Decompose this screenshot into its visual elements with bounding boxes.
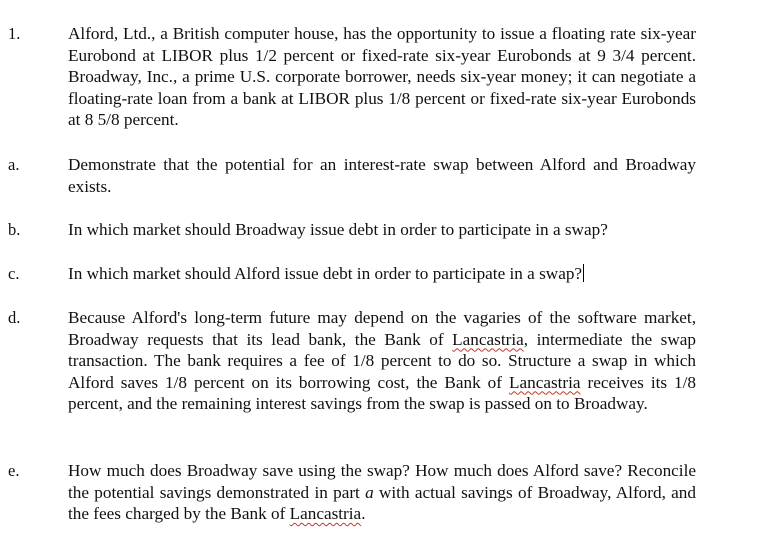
part-b-text: In which market should Broadway issue debt in order to participate in a swap? [68,220,608,239]
part-c-label: c. [8,264,20,283]
part-e-text [68,460,696,525]
spellcheck-word[interactable]: Lancastria [508,372,581,392]
spellcheck-word[interactable]: Lancastria [289,504,362,523]
part-reference: a [365,482,374,502]
part-e-text-1: How much does Broadway save using the swap? How much does Alford save? Reconcile the potential savings demonstrated in part [68,461,696,502]
part-d-text-3: receives its 1/8 percent, and the remaining interest savings from the swap is passed on to Broadway. [68,372,696,413]
text-cursor [583,264,584,282]
problem-number: 1. [8,24,21,43]
part-d-text-1: Because Alford's long-term future may depend on the vagaries of the software market, Broadway requests that its lead bank, the Bank of [68,308,696,349]
part-d-text-2: , intermediate the swap transaction. The bank requires a fee of 1/8 percent to do so. Structure a swap in which Alford saves 1/8 percent on its borrowing cost, the Bank of [68,329,696,392]
part-c-text: In which market should Alford issue debt in order to participate in a swap? [68,264,583,283]
part-a-label: a. [8,155,20,174]
part-e-text-3: . [361,504,366,523]
part-a-text: Demonstrate that the potential for an interest-rate swap between Alford and Broadway exists. [68,155,696,196]
problem-statement: Alford, Ltd., a British computer house, has the opportunity to issue a floating rate six-year Eurobond at LIBOR plus 1/2 percent or fixed-rate six-year Eurobonds at 9 3/4 percent. Broadway, Inc., a prime U.S. corporate borrower, needs six-year money; it can negotiate a floating-rate loan from a bank at LIBOR plus 1/8 percent or fixed-rate six-year Eurobonds at 8 5/8 percent. [68,24,696,129]
part-e-text-2: with actual savings of Broadway, Alford, and the fees charged by the Bank of [68,482,696,523]
part-b-label: b. [8,220,21,239]
part-d-label: d. [8,308,21,327]
part-c-text-block[interactable] [68,263,696,285]
spellcheck-word[interactable]: Lancastria [452,329,524,349]
part-e-label: e. [8,461,20,480]
part-d-text [68,307,696,415]
